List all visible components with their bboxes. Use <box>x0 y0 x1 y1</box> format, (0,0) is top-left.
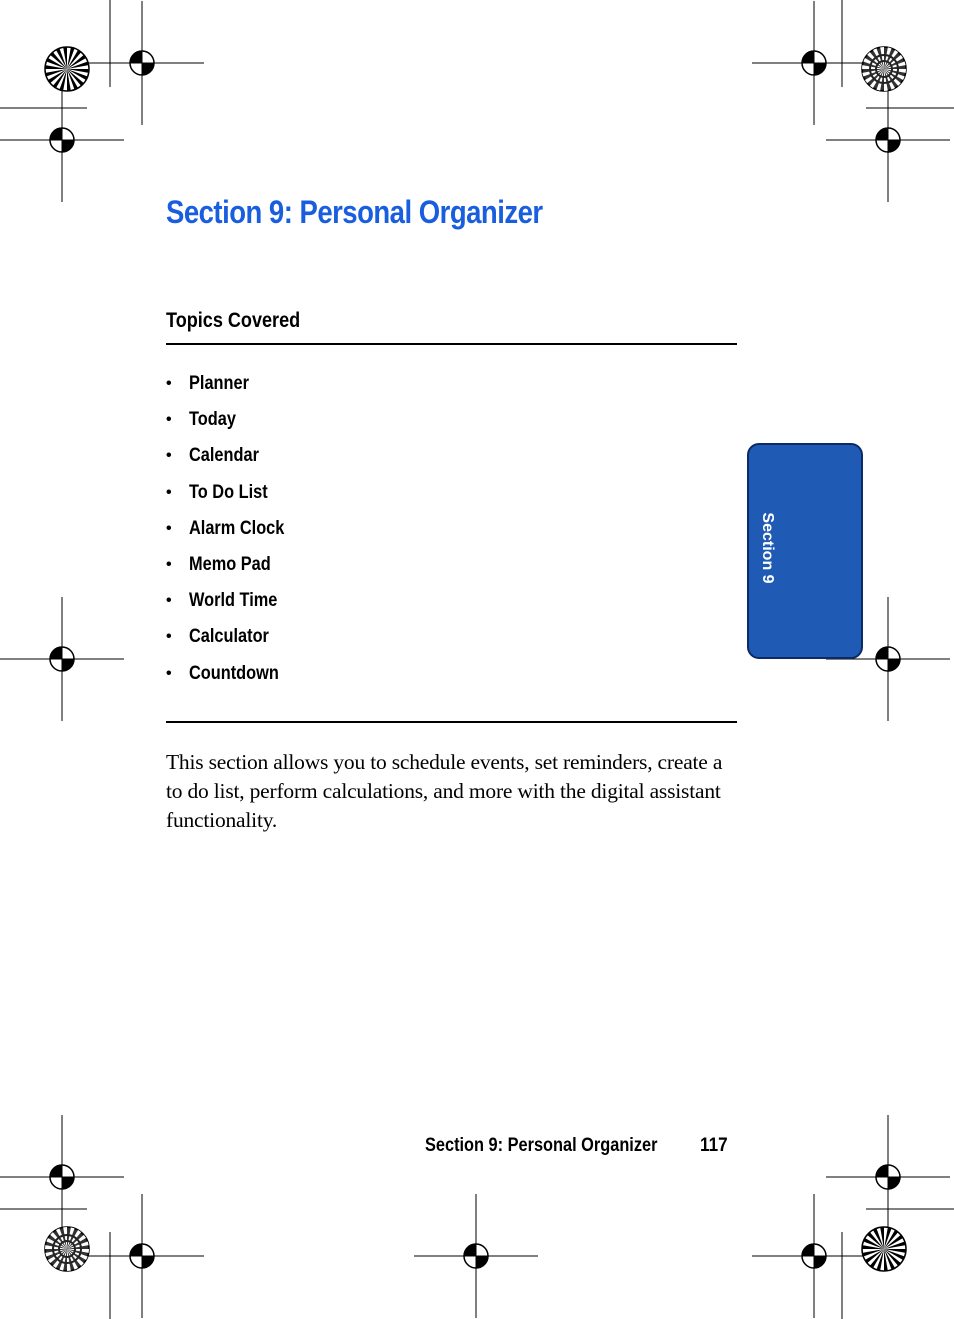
bullet-icon: • <box>166 519 172 537</box>
bullet-icon: • <box>166 483 172 501</box>
registration-target-icon <box>752 1 876 125</box>
bullet-icon: • <box>166 664 172 682</box>
topic-calendar: Calendar <box>189 445 259 467</box>
footer-section-title: Section 9: Personal Organizer <box>425 1135 658 1156</box>
registration-target-icon <box>0 1115 124 1239</box>
topic-memo-pad: Memo Pad <box>189 553 271 575</box>
topic-today: Today <box>189 409 236 431</box>
registration-target-icon <box>80 1 204 125</box>
topic-to-do-list: To Do List <box>189 481 268 503</box>
bullet-icon: • <box>166 555 172 573</box>
section-intro-paragraph: This section allows you to schedule events, set reminders, create a to do list, perform calculations, and more with the digital assistant functionality. <box>166 750 723 832</box>
registration-target-icon <box>752 1194 876 1318</box>
topic-countdown: Countdown <box>189 662 279 684</box>
star-target-icon <box>45 47 89 91</box>
bullet-icon: • <box>166 628 172 646</box>
topics-bottom-rule <box>166 721 737 723</box>
bullet-icon: • <box>166 447 172 465</box>
registration-target-icon <box>80 1194 204 1318</box>
star-target-icon <box>862 47 906 91</box>
bullet-icon: • <box>166 411 172 429</box>
bullet-icon: • <box>166 375 172 392</box>
topic-planner: Planner <box>189 373 249 394</box>
topic-calculator: Calculator <box>189 626 269 648</box>
registration-target-icon <box>826 1115 950 1239</box>
star-target-icon <box>45 1227 89 1271</box>
registration-target-icon <box>0 78 124 202</box>
section-title: Section 9: Personal Organizer <box>166 194 543 230</box>
registration-target-icon <box>826 78 950 202</box>
registration-target-icon <box>0 597 124 721</box>
topic-alarm-clock: Alarm Clock <box>189 517 285 539</box>
topics-top-rule <box>166 343 737 345</box>
section-tab-label: Section 9 <box>759 512 776 584</box>
topics-heading: Topics Covered <box>166 309 301 332</box>
registration-target-icon <box>414 1194 538 1318</box>
footer-page-number: 117 <box>700 1135 728 1156</box>
topic-world-time: World Time <box>189 590 278 612</box>
bullet-icon: • <box>166 592 172 610</box>
star-target-icon <box>862 1227 906 1271</box>
